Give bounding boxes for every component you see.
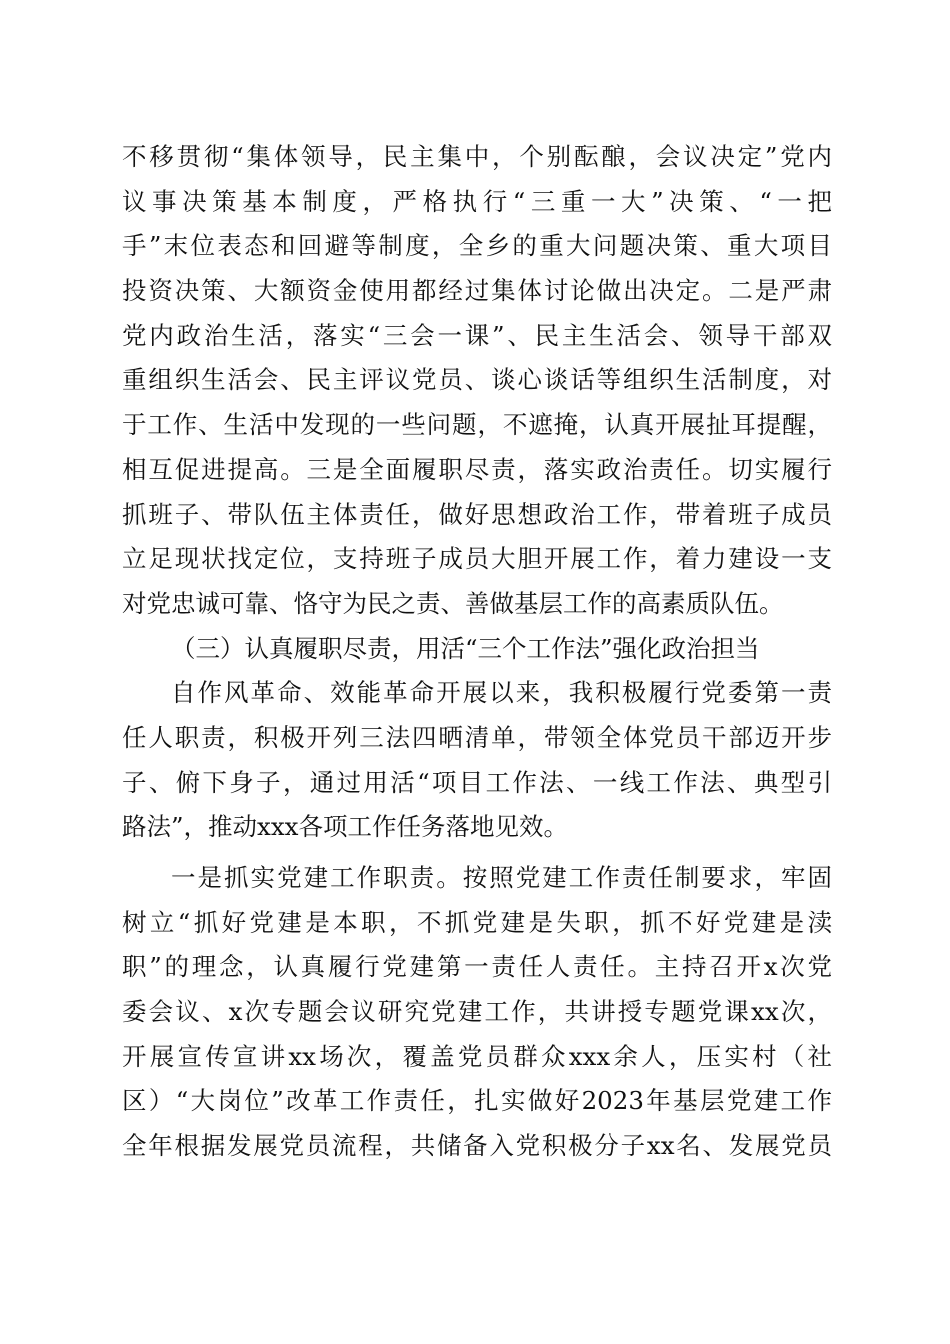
- text-line: 全年根据发展党员流程，共储备入党积极分子xx名、发展党员: [122, 1131, 832, 1161]
- text-line: 手”末位表态和回避等制度，全乡的重大问题决策、重大项目: [122, 231, 832, 261]
- paragraph-1: [122, 135, 832, 627]
- text-line: 任人职责，积极开列三法四晒清单，带领全体党员干部迈开步: [122, 722, 832, 752]
- text-line: 对党忠诚可靠、恪守为民之责、善做基层工作的高素质队伍。: [122, 588, 784, 618]
- text-line: 路法”，推动xxx各项工作任务落地见效。: [122, 812, 568, 842]
- paragraph-2: [122, 671, 832, 850]
- text-line: 树立“抓好党建是本职，不抓党建是失职，抓不好党建是渎: [122, 907, 832, 937]
- text-line: 党内政治生活，落实“三会一课”、民主生活会、领导干部双: [122, 320, 832, 350]
- text-line: 议事决策基本制度，严格执行“三重一大”决策、“一把: [122, 186, 832, 216]
- text-line: 区）“大岗位”改革工作责任，扎实做好2023年基层党建工作: [122, 1086, 832, 1116]
- text-line: 职”的理念，认真履行党建第一责任人责任。主持召开x次党: [122, 952, 832, 982]
- document-body: [122, 135, 832, 1169]
- paragraph-3: [122, 856, 832, 1169]
- text-line: 开展宣传宣讲xx场次，覆盖党员群众xxx余人，压实村（社: [122, 1041, 832, 1071]
- section-heading: （三）认真履职尽责，用活“三个工作法”强化政治担当: [171, 633, 760, 663]
- text-line: 相互促进提高。三是全面履职尽责，落实政治责任。切实履行: [122, 454, 832, 484]
- text-line: 委会议、x次专题会议研究党建工作，共讲授专题党课xx次，: [122, 997, 832, 1027]
- text-line: 子、俯下身子，通过用活“项目工作法、一线工作法、典型引: [122, 767, 832, 797]
- text-line: 于工作、生活中发现的一些问题，不遮掩，认真开展扯耳提醒，: [122, 410, 832, 440]
- text-line: 不移贯彻“集体领导，民主集中，个别酝酿，会议决定”党内: [122, 142, 832, 171]
- text-line: 一是抓实党建工作职责。按照党建工作责任制要求，牢固: [171, 863, 832, 892]
- text-line: 立足现状找定位，支持班子成员大胆开展工作，着力建设一支: [122, 544, 832, 574]
- text-line: 抓班子、带队伍主体责任，做好思想政治工作，带着班子成员: [122, 499, 832, 529]
- text-line: 自作风革命、效能革命开展以来，我积极履行党委第一责: [171, 678, 832, 708]
- text-line: 重组织生活会、民主评议党员、谈心谈话等组织生活制度，对: [122, 365, 832, 395]
- text-line: 投资决策、大额资金使用都经过集体讨论做出决定。二是严肃: [122, 276, 832, 306]
